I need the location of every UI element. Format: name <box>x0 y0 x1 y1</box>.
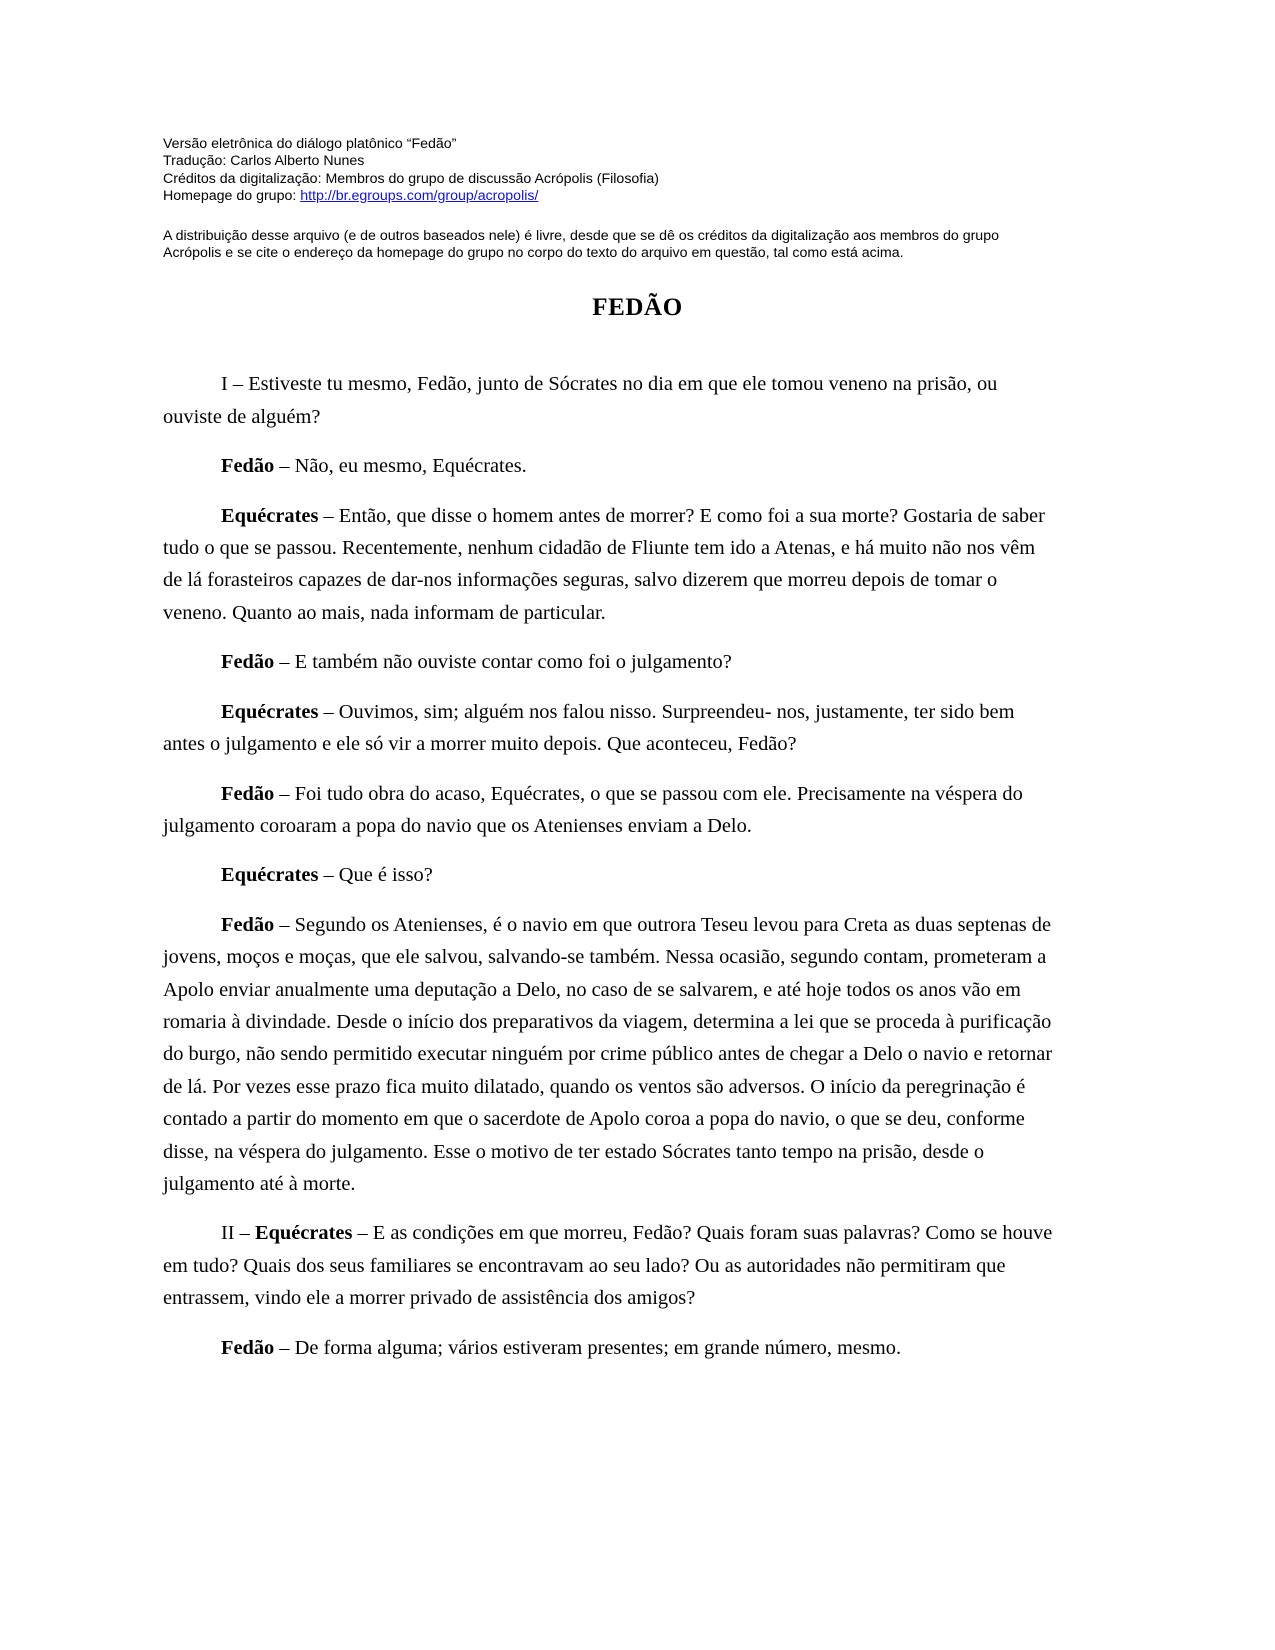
paragraph-3 <box>163 500 1053 630</box>
masthead-line-translator: Tradução: Carlos Alberto Nunes <box>163 153 365 170</box>
speaker-fedao: Fedão <box>221 1336 275 1359</box>
paragraph-10 <box>163 1332 1053 1364</box>
paragraph-8-text: – Segundo os Atenienses, é o navio em que outrora Teseu levou para Creta as duas septenas de jovens, moços e moças, que ele salvou, salvando-se também. Nessa ocasião, segundo contam, prometeram a Apolo enviar anualmente uma deputação a Delo, no caso de se salvarem, e até hoje todos os anos vão em romaria à divindade. Desde o início dos preparativos da viagem, determina a lei que se proceda à purificação do burgo, não sendo permitido executar ninguém por crime público antes de chegar a Delo o navio e retornar de lá. Por vezes esse prazo fica muito dilatado, quando os ventos são adversos. O início da peregrinação é contado a partir do momento em que o sacerdote de Apolo coroa a popa do navio, o que se deu, conforme disse, na véspera do julgamento. Esse o motivo de ter estado Sócrates tanto tempo na prisão, desde o julgamento até à morte. <box>163 913 1053 1195</box>
paragraph-9-text: – E as condições em que morreu, Fedão? Quais foram suas palavras? Como se houve em tudo? Quais dos seus familiares se encontravam ao seu lado? Ou as autoridades não permitiram que entrassem, vindo ele a morrer privado de assistência dos amigos? <box>163 1222 1053 1310</box>
page-title: FEDÃO <box>592 294 683 322</box>
paragraph-1 <box>163 368 1053 433</box>
speaker-fedao: Fedão <box>221 782 275 805</box>
paragraph-8 <box>163 909 1053 1201</box>
paragraph-10-text: – De forma alguma; vários estiveram presentes; em grande número, mesmo. <box>274 1336 902 1359</box>
speaker-equecrates: Equécrates <box>221 700 319 723</box>
homepage-label: Homepage do grupo: <box>163 188 301 205</box>
paragraph-6-text: – Foi tudo obra do acaso, Equécrates, o que se passou com ele. Precisamente na véspera do julgamento coroaram a popa do navio que os Atenienses enviam a Delo. <box>163 782 1023 837</box>
speaker-fedao: Fedão <box>221 455 275 478</box>
masthead-line-credits: Créditos da digitalização: Membros do grupo de discussão Acrópolis (Filosofia) <box>163 170 660 187</box>
speaker-equecrates: Equécrates <box>221 504 319 527</box>
paragraph-4 <box>163 646 1053 678</box>
distribution-notice: A distribuição desse arquivo (e de outros baseados nele) é livre, desde que se dê os créditos da digitalização aos membros do grupo Acrópolis e se cite o endereço da homepage do grupo no corpo do texto do arquivo em questão, tal como está acima. <box>163 227 999 262</box>
paragraph-6 <box>163 778 1053 843</box>
masthead-line-homepage <box>163 188 1112 205</box>
paragraph-2-text: – Não, eu mesmo, Equécrates. <box>274 455 527 478</box>
paragraph-7-text: – Que é isso? <box>318 864 433 887</box>
speaker-equecrates: Equécrates <box>221 864 319 887</box>
section-number-ii: II – <box>221 1222 255 1245</box>
paragraph-3-text: – Então, que disse o homem antes de morrer? E como foi a sua morte? Gostaria de saber tudo o que se passou. Recentemente, nenhum cidadão de Fliunte tem ido a Atenas, e há muito não nos vêm de lá forasteiros capazes de dar-nos informações seguras, salvo dizerem que morreu depois de tomar o veneno. Quanto ao mais, nada informam de particular. <box>163 504 1045 624</box>
paragraph-4-text: – E também não ouviste contar como foi o julgamento? <box>274 651 732 674</box>
paragraph-9 <box>163 1217 1053 1314</box>
speaker-equecrates: Equécrates <box>254 1222 353 1245</box>
dialogue-body <box>163 368 1053 1364</box>
paragraph-1-text: Estiveste tu mesmo, Fedão, junto de Sócrates no dia em que ele tomou veneno na prisão, ou ouviste de alguém? <box>163 373 998 428</box>
paragraph-7 <box>163 859 1053 891</box>
paragraph-5-text: – Ouvimos, sim; alguém nos falou nisso. Surpreendeu- nos, justamente, ter sido bem antes o julgamento e ele só vir a morrer muito depois. Que aconteceu, Fedão? <box>163 700 1015 756</box>
paragraph-5 <box>163 696 1053 761</box>
homepage-link[interactable]: http://br.egroups.com/group/acropolis/ <box>300 188 539 205</box>
speaker-fedao: Fedão <box>221 651 275 674</box>
masthead <box>163 136 1112 206</box>
paragraph-2 <box>163 450 1053 482</box>
section-number-i: I – <box>221 373 249 396</box>
masthead-line-version: Versão eletrônica do diálogo platônico “Fedão” <box>163 136 457 152</box>
speaker-fedao: Fedão <box>221 913 275 936</box>
